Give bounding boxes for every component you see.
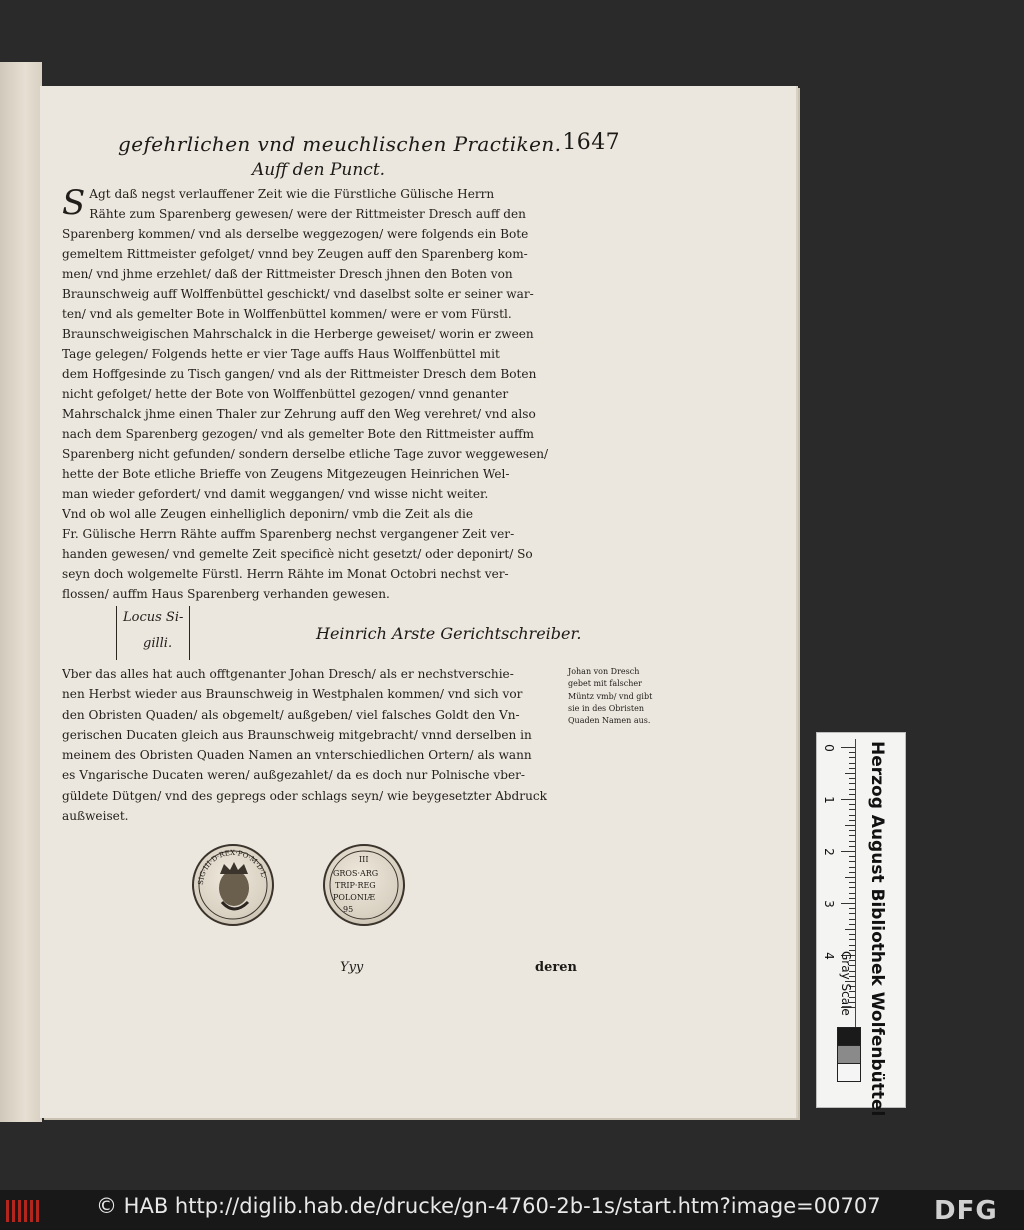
text-line: außweiset. (62, 809, 129, 824)
text-line: nicht gefolget/ hette der Bote von Wolffenbüttel gezogen/ vnnd genanter (62, 387, 509, 401)
text-line: es Vngarische Ducaten weren/ außgezahlet/ da es doch nur Polnische vber- (62, 768, 525, 783)
text-line: gebet mit falscher (568, 679, 642, 689)
coin-obverse-illustration (192, 844, 274, 926)
coin-legend-text: SIG·III·D·REX·PO·M·D·L· (196, 848, 269, 886)
running-head (118, 130, 620, 164)
ruler-tick (849, 893, 855, 894)
text-line: Quaden Namen aus. (568, 716, 651, 726)
ruler-tick (849, 908, 855, 909)
text-line: seyn doch wolgemelte Fürstl. Herrn Rähte im Monat Octobri nechst ver- (62, 567, 509, 581)
gray-swatch-light (837, 1063, 861, 1082)
ruler-tick (845, 877, 855, 878)
ruler-number: 0 (821, 744, 836, 752)
signature-line: Heinrich Arste Gerichtschreiber. (316, 624, 582, 643)
ruler-number: 3 (821, 900, 836, 908)
ruler-tick (849, 778, 855, 779)
ruler-tick (849, 757, 855, 758)
text-line: Sparenberg nicht gefunden/ sondern derselbe etliche Tage zuvor weggewesen/ (62, 447, 549, 461)
text-line: Vber das alles hat auch offtgenanter Johan Dresch/ als er nechstverschie- (62, 667, 514, 681)
text-line: flossen/ auffm Haus Sparenberg verhanden gewesen. (62, 587, 390, 601)
ruler-tick (849, 898, 855, 899)
gray-swatch-mid (837, 1045, 861, 1064)
ruler-tick (849, 867, 855, 868)
running-title: gefehrlichen vnd meuchlischen Practiken. (118, 132, 562, 156)
text-line: gemeltem Rittmeister gefolget/ vnnd bey Zeugen auff den Sparenberg kom- (62, 247, 528, 261)
ruler-tick (849, 856, 855, 857)
ruler-tick (849, 752, 855, 753)
text-line: ten/ vnd als gemelter Bote in Wolffenbüttel kommen/ were er vom Fürstl. (62, 307, 512, 321)
ruler-tick (849, 846, 855, 847)
text-line: Fr. Gülische Herrn Rähte auffm Sparenberg nechst vergangener Zeit ver- (62, 527, 515, 541)
ruler-tick (849, 830, 855, 831)
ruler-tick (845, 825, 855, 826)
text-line: Vnd ob wol alle Zeugen einhelliglich deponirn/ vmb die Zeit als die (62, 507, 473, 521)
text-line: handen gewesen/ vnd gemelte Zeit specificè nicht gesetzt/ oder deponirt/ So (62, 547, 533, 561)
ruler-tick (849, 768, 855, 769)
ruler-tick (849, 945, 855, 946)
seal-placeholder (116, 606, 190, 660)
body-lines (62, 184, 590, 604)
second-paragraph (62, 664, 594, 826)
ruler-tick (849, 841, 855, 842)
ruler-tick (849, 861, 855, 862)
text-line: nen Herbst wieder aus Braunschweig in Westphalen kommen/ vnd sich vor (62, 687, 523, 702)
coin-line-1: III (359, 855, 369, 864)
text-line: Johan von Dresch (568, 667, 640, 676)
body-paragraph (62, 184, 590, 604)
text-line: hette der Bote etliche Brieffe von Zeugens Mitgezeugen Heinrichen Wel- (62, 467, 510, 481)
gray-scale-label: Gray Scale (839, 951, 853, 1016)
coin-line-3: TRIP·REG (335, 881, 376, 890)
ruler-tick (841, 851, 855, 852)
ruler-tick (849, 872, 855, 873)
viewer-footer (0, 1190, 1024, 1230)
text-line: man wieder gefordert/ vnd damit weggangen/ vnd wisse nicht weiter. (62, 487, 489, 501)
text-line: Agt daß negst verlauffener Zeit wie die Fürstliche Gülische Herrn (89, 187, 495, 201)
ruler-tick (849, 815, 855, 816)
text-line: Tage gelegen/ Folgends hette er vier Tage auffs Haus Wolffenbüttel mit (62, 347, 500, 361)
text-line: Mahrschalck jhme einen Thaler zur Zehrung auff den Weg verehret/ vnd also (62, 407, 536, 421)
ruler-tick (849, 882, 855, 883)
ruler-tick (849, 783, 855, 784)
text-line: men/ vnd jhme erzehlet/ daß der Rittmeister Dresch jhnen den Boten von (62, 267, 513, 281)
text-line: meinem des Obristen Quaden Namen an vnterschiedlichen Ortern/ als wann (62, 748, 532, 763)
ruler-number: 1 (821, 796, 836, 804)
coin-line-5: 95 (343, 905, 354, 914)
signature-mark: Yyy (340, 960, 364, 975)
text-line: Müntz vmb/ vnd gibt (568, 691, 653, 701)
text-line: güldete Dütgen/ vnd des gepregs oder schlags seyn/ wie beygesetzter Abdruck (62, 788, 547, 803)
margin-note (568, 666, 680, 727)
facing-page-edge (0, 62, 42, 1122)
seal-line-1: Locus Si- (123, 610, 184, 625)
gray-swatch-dark (837, 1027, 861, 1046)
book-page (40, 86, 796, 1118)
ruler-number: 2 (821, 848, 836, 856)
ruler-tick (849, 835, 855, 836)
ruler-tick (845, 773, 855, 774)
seal-line-2: gilli. (143, 636, 173, 651)
text-line: Rähte zum Sparenberg gewesen/ were der Rittmeister Dresch auff den (89, 207, 526, 221)
color-scale-card (816, 732, 906, 1117)
dfg-logo: DFG (934, 1196, 998, 1226)
ruler-tick (849, 939, 855, 940)
ruler-tick (849, 809, 855, 810)
coin-line-4: POLONIÆ (333, 893, 375, 902)
ruler-tick (849, 789, 855, 790)
ruler-tick (841, 903, 855, 904)
ruler-tick (849, 804, 855, 805)
catchword: deren (535, 960, 577, 975)
section-heading: Auff den Punct. (252, 160, 386, 180)
text-line: nach dem Sparenberg gezogen/ vnd als gemelter Bote den Rittmeister auffm (62, 427, 535, 441)
ruler-tick (841, 799, 855, 800)
ruler-tick (849, 794, 855, 795)
coin-line-2: GROS·ARG (333, 869, 379, 878)
ruler-tick (849, 924, 855, 925)
ruler-tick (849, 913, 855, 914)
copyright-url[interactable]: © HAB http://diglib.hab.de/drucke/gn-4760-2b-1s/start.htm?image=00707 (96, 1194, 881, 1218)
ruler-number: 4 (821, 952, 836, 960)
ruler-tick (849, 763, 855, 764)
text-line: den Obristen Quaden/ als obgemelt/ außgeben/ viel falsches Goldt den Vn- (62, 707, 520, 722)
text-line: sie in des Obristen (568, 703, 644, 713)
coin-reverse-illustration (323, 844, 405, 926)
text-line: gerischen Ducaten gleich aus Braunschweig mitgebracht/ vnnd derselben in (62, 727, 532, 742)
institution-label: Herzog August Bibliothek Wolfenbüttel (867, 741, 887, 1117)
ruler-tick (849, 919, 855, 920)
ruler-tick (849, 820, 855, 821)
page-number: 1647 (562, 130, 620, 155)
ruler-tick (849, 887, 855, 888)
text-line: dem Hoffgesinde zu Tisch gangen/ vnd als der Rittmeister Dresch dem Boten (62, 367, 537, 381)
text-line: Braunschweigischen Mahrschalck in die Herberge geweiset/ worin er zween (62, 327, 534, 341)
text-line: Sparenberg kommen/ vnd als derselbe weggezogen/ were folgends ein Bote (62, 227, 529, 241)
hab-logo-icon (6, 1200, 44, 1222)
ruler-tick (845, 929, 855, 930)
ruler-tick (841, 747, 855, 748)
drop-cap: S (62, 183, 86, 223)
text-line: Braunschweig auff Wolffenbüttel geschickt/ vnd daselbst solte er seiner war- (62, 287, 534, 301)
ruler-tick (849, 934, 855, 935)
